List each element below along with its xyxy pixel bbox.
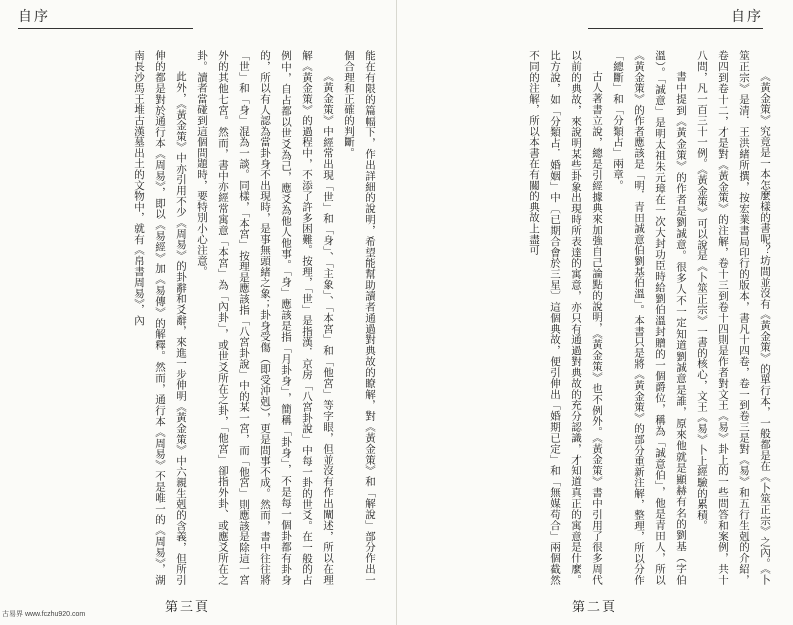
right-header-rule	[588, 28, 763, 29]
right-page-number: 第二頁	[572, 600, 618, 615]
right-page	[397, 0, 793, 625]
left-paragraph-2: 《黃金策》中經常出現「世」和「身」、「主象」、「本宮」和「他宮」等字眼，但並沒有作出闡述，所以在理解《黃金策》的過程中，不添了許多困難。按理，「世」是指漢．京房「八宮卦說」中每一卦的世爻。在一般的占例中，自占都以世爻為己，應爻為他人他事。「身」應該是指「月卦身」，簡稱「卦身」，不是每一個卦都有卦身的，所以有人認為當卦身不出現時，是事無頭緒之象；卦身受傷（即受沖剋），更是問事不成。然而，書中往往將「世」和「身」混為一談。同樣，「本宮」按理是應該指「八宮卦說」中的某一宮，而「他宮」則應該是除這一宮外的其他七宮。然而，書中亦經常寓意「本宮」為「內卦」，或世爻所在之卦，「他宮」卻指外卦、或應爻所在之卦。讀者當碰到這個問題時，要特別小心注意。	[196, 50, 334, 585]
left-page-number: 第三頁	[165, 600, 211, 615]
right-header-title: 自序	[731, 9, 763, 25]
right-paragraph-1: 《黃金策》究竟是一本怎麼樣的書呢？坊間並沒有《黃金策》的單行本，一般都是在《卜筮正宗》之內。《卜筮正宗》是清．王洪緒所撰，按宏業書局印行的版本，書凡十四卷，卷一到卷三是對《易》和五行生剋的介紹，卷四到卷十二，才是對《黃金策》的注解，卷十三到卷十四則是作者對文王《易》卦上的一些問答和案例，共十八問，凡一百三十一例。《黃金策》可以說是《卜筮正宗》一書的核心，文王《易》卜上經驗的累積。	[696, 50, 771, 585]
left-paragraph-3: 此外，《黃金策》中亦引用不少《周易》的卦辭和爻辭，來進一步伸明《黃金策》中六親生剋的含義，但所引伸的都是對於通行本《周易》，即以《易經》加《易傳》的解釋。然而，通行本《周易》不是唯一的《周易》，湖南長沙馬王堆古漢墓出土的文物中，就有《帛書周易》，內	[133, 50, 187, 585]
left-text-block	[28, 50, 380, 585]
left-header-rule	[18, 28, 193, 29]
left-header-title: 自序	[18, 9, 50, 25]
right-paragraph-2: 書中提到《黃金策》的作者是劉誠意。很多人不一定知道劉誠意是誰，原來他就是顯赫有名的劉基（字伯溫）。「誠意」是明太祖朱元璋在一次大封功臣時給劉伯溫封贈的一個爵位，稱為「誠意伯」，他是青田人，所以《黃金策》的作者應該是「明．青田誠意伯劉基伯溫」。本書只是將《黃金策》的部分重新注解，整理，所以分作「總斷」和「分類占」兩章。	[612, 50, 687, 585]
right-paragraph-3: 古人著書立說，總是引經據典來加強自己論點的說明，《黃金策》也不例外。《黃金策》書中引用了很多周代以前的典故，來說明某些卦象出現時所表達的寓意，亦只有通過對典故的充分認識，才知道真正的寓意是什麼。比方說，如「分類占．婚姻」中〔已期合會於三星〕這個典故，便引伸出「婚期已定」和「無媒苟合」兩個截然不同的注解，所以本書在有關的典故上盡可	[528, 50, 603, 585]
left-paragraph-1: 能在有限的篇幅下，作出詳細的說明，希望能幫助讀者通過對典故的瞭解，對《黃金策》和「解說」部分作出一個合理和正確的判斷。	[343, 50, 376, 585]
site-watermark: 古易界 www.fczhu920.com	[2, 611, 86, 618]
right-text-block	[425, 50, 775, 585]
